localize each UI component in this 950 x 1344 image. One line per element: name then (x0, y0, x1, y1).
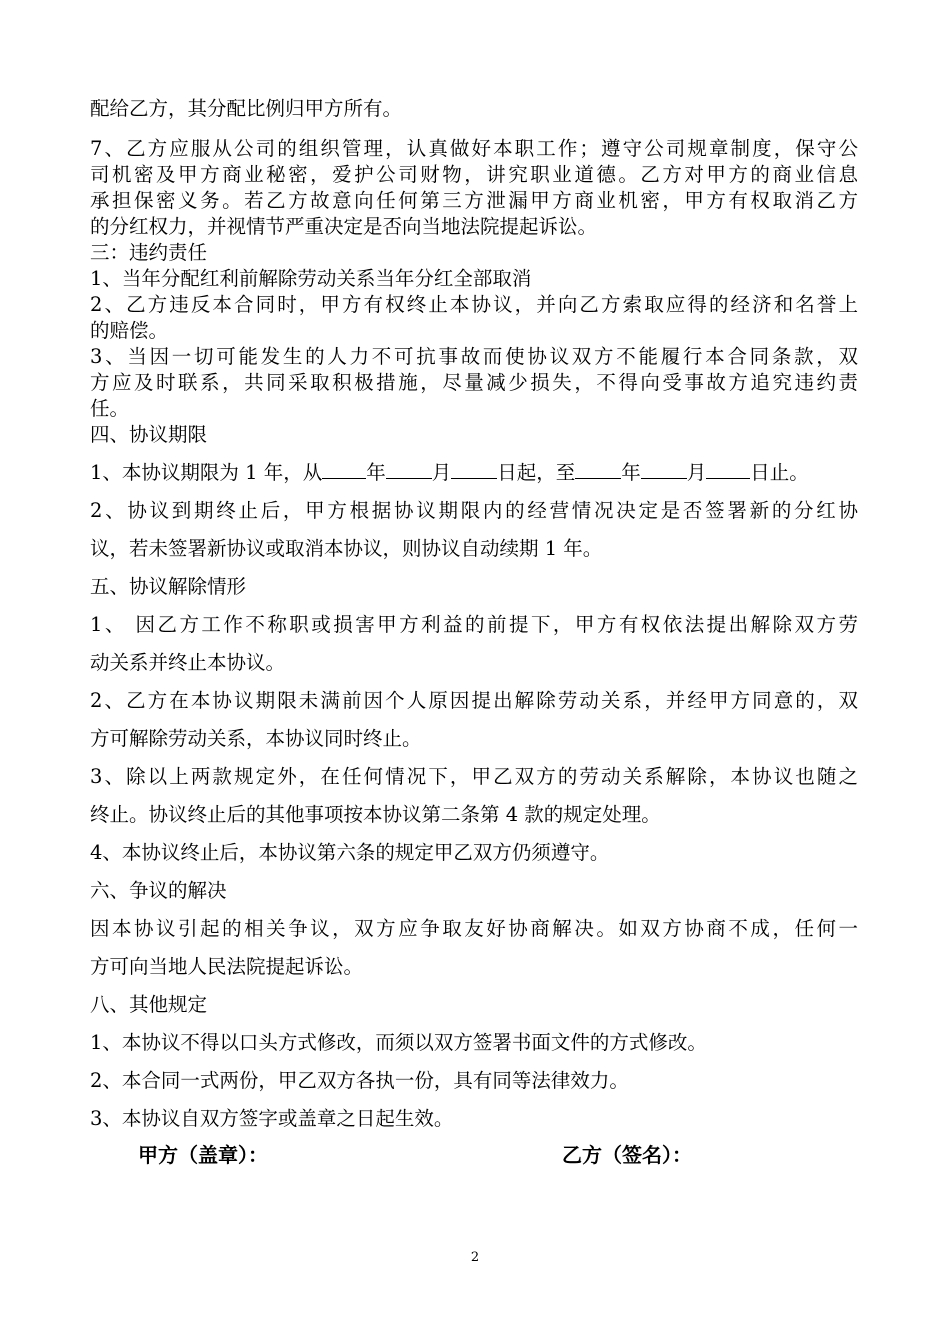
text-line: 司机密及甲方商业秘密，爱护公司财物，讲究职业道德。乙方对甲方的商业信息 (90, 163, 858, 186)
text-line: 承担保密义务。若乙方故意向任何第三方泄漏甲方商业机密，甲方有权取消乙方 (90, 189, 858, 212)
section-heading: 三：违约责任 (90, 241, 208, 264)
blank-field (451, 460, 497, 479)
blank-field (386, 460, 432, 479)
text-line: 动关系并终止本协议。 (90, 651, 286, 674)
term-year-label: 年 (366, 461, 386, 484)
text-line: 因本协议引起的相关争议，双方应争取友好协商解决。如双方协商不成，任何一 (90, 917, 858, 940)
blank-field (575, 460, 621, 479)
text-line: 方应及时联系，共同采取积极措施，尽量减少损失，不得向受事故方追究违约责 (90, 371, 858, 394)
text-line: 1、本协议不得以口头方式修改，而须以双方签署书面文件的方式修改。 (90, 1031, 707, 1054)
term-month-label: 月 (686, 461, 707, 484)
signature-party-b: 乙方（签名）： (562, 1143, 692, 1167)
text-line: 3、本协议自双方签字或盖章之日起生效。 (90, 1107, 454, 1130)
text-line: 方可解除劳动关系，本协议同时终止。 (90, 727, 422, 750)
term-year-label: 年 (621, 461, 641, 484)
text-line: 的赔偿。 (90, 319, 169, 342)
term-day-label: 日起，至 (497, 461, 576, 484)
section-heading: 八、其他规定 (90, 993, 208, 1016)
text-line: 配给乙方，其分配比例归甲方所有。 (90, 97, 403, 120)
text-line: 7、乙方应服从公司的组织管理，认真做好本职工作；遵守公司规章制度，保守公 (90, 137, 858, 160)
text-line: 3、当因一切可能发生的人力不可抗事故而使协议双方不能履行本合同条款，双 (90, 345, 858, 368)
term-month-label: 月 (431, 461, 452, 484)
text-line: 的分红权力，并视情节严重决定是否向当地法院提起诉讼。 (90, 215, 598, 238)
text-line: 4、本协议终止后，本协议第六条的规定甲乙双方仍须遵守。 (90, 841, 610, 864)
text-line: 任。 (90, 397, 130, 420)
term-prefix: 1、本协议期限为 1 年，从 (90, 461, 323, 484)
text-line: 2、本合同一式两份，甲乙双方各执一份，具有同等法律效力。 (90, 1069, 629, 1092)
section-heading: 五、协议解除情形 (90, 575, 247, 598)
signature-party-a: 甲方（盖章）： (138, 1143, 268, 1167)
text-line: 终止。协议终止后的其他事项按本协议第二条第 4 款的规定处理。 (90, 803, 661, 826)
blank-field (322, 460, 366, 479)
text-line: 3、除以上两款规定外，在任何情况下，甲乙双方的劳动关系解除，本协议也随之 (90, 765, 858, 788)
text-line: 1、当年分配红利前解除劳动关系当年分红全部取消 (90, 267, 532, 290)
blank-field (641, 460, 687, 479)
blank-field (706, 460, 750, 479)
text-line: 2、乙方在本协议期限未满前因个人原因提出解除劳动关系，并经甲方同意的，双 (90, 689, 858, 712)
section-heading: 六、争议的解决 (90, 879, 227, 902)
text-line: 议，若未签署新协议或取消本协议，则协议自动续期 1 年。 (90, 537, 603, 560)
text-line: 方可向当地人民法院提起诉讼。 (90, 955, 364, 978)
page-number: 2 (470, 1250, 480, 1265)
text-line: 1、 因乙方工作不称职或损害甲方利益的前提下，甲方有权依法提出解除双方劳 (90, 613, 858, 636)
text-line: 2、乙方违反本合同时，甲方有权终止本协议，并向乙方索取应得的经济和名誉上 (90, 293, 858, 316)
section-heading: 四、协议期限 (90, 423, 208, 446)
text-line: 2、协议到期终止后，甲方根据协议期限内的经营情况决定是否签署新的分红协 (90, 499, 858, 522)
term-line (90, 460, 809, 486)
term-end-label: 日止。 (750, 461, 809, 484)
